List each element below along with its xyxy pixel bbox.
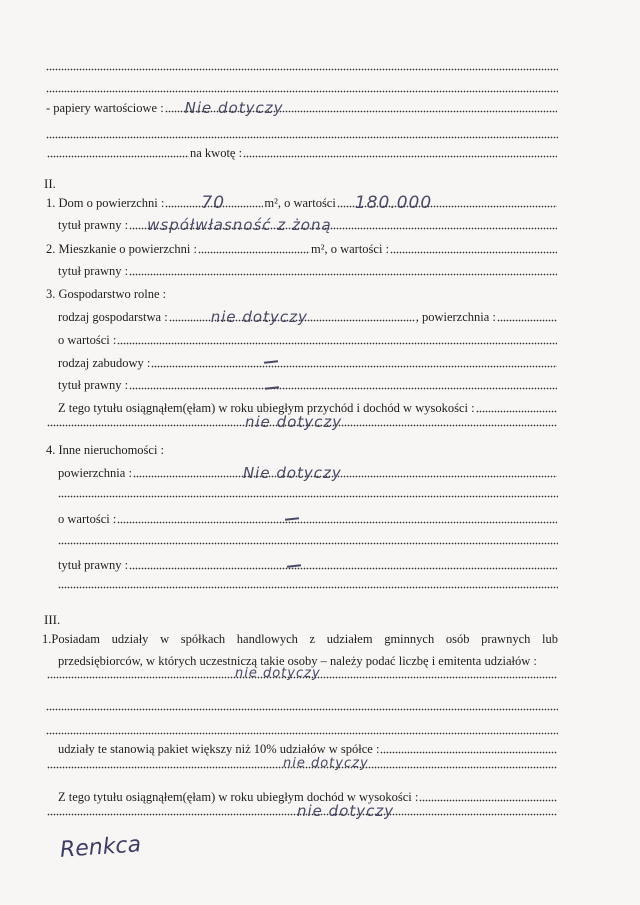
securities-row (46, 101, 558, 115)
farm-title-row (58, 378, 558, 392)
farm-title-label: tytuł prawny : (58, 378, 129, 392)
other-value-row (58, 512, 558, 526)
farm-value-label: o wartości : (58, 333, 117, 347)
house-area-value: 70 (201, 193, 226, 213)
farm-type-row (58, 310, 558, 324)
flat-title-row (58, 264, 558, 278)
other-area-row (58, 466, 558, 480)
blank-line (46, 90, 558, 93)
farm-building-row (58, 356, 558, 370)
handwritten-dash (287, 564, 301, 567)
other-heading-row (46, 443, 558, 457)
farm-type-value: nie dotyczy (210, 308, 308, 326)
farm-heading-row (46, 287, 558, 301)
blank-line (58, 542, 558, 545)
farm-label: 3. Gospodarstwo rolne : (46, 287, 167, 301)
farm-building-label: rodzaj zabudowy : (58, 356, 151, 370)
farm-income-label: Z tego tytułu osiągnąłem(ęłam) w roku ubiegłym przychód i dochód w wysokości : (58, 401, 475, 415)
house-unit-value-label: m², o wartości (264, 196, 336, 210)
blank-line (58, 586, 558, 589)
handwritten-dash (265, 386, 279, 389)
farm-value-row (58, 333, 558, 347)
blank-line (58, 495, 558, 498)
farm-area-label: , powierzchnia : (415, 310, 496, 324)
shares-pct-value-row (46, 756, 558, 771)
other-area-value: Nie dotyczy (242, 464, 342, 482)
house-label: 1. Dom o powierzchni : (46, 196, 165, 210)
flat-unit-value-label: m², o wartości : (311, 242, 390, 256)
blank-line (46, 708, 558, 711)
handwritten-dash (264, 360, 278, 363)
house-value: 180.000 (354, 193, 433, 213)
shares-answer-row (46, 666, 558, 681)
blank-line (46, 68, 558, 71)
flat-row (46, 242, 558, 256)
blank-line (46, 136, 558, 139)
securities-label: - papiery wartościowe : (46, 101, 164, 115)
house-row (46, 193, 558, 213)
shares-value: nie dotyczy (235, 666, 321, 681)
shares-pct-label: udziały te stanowią pakiet większy niż 10% udziałów w spółce : (58, 742, 380, 756)
farm-type-label: rodzaj gospodarstwa : (58, 310, 168, 324)
shares-pct-row (58, 742, 558, 756)
shares-income-label: Z tego tytułu osiągnąłem(ęłam) w roku ubiegłym dochód w wysokości : (58, 790, 419, 804)
farm-income-value: nie dotyczy (245, 413, 343, 431)
other-title-row (58, 558, 558, 572)
shares-question-line-2: przedsiębiorców, w których uczestniczą takie osoby – należy podać liczbę i emitenta udziałów : (58, 654, 537, 668)
other-label: 4. Inne nieruchomości : (46, 443, 165, 457)
section-2-heading: II. (44, 176, 56, 191)
signature: Renkca (59, 832, 142, 863)
house-title-label: tytuł prawny : (58, 218, 129, 232)
house-title-value: współwłasność z żoną (147, 216, 332, 234)
shares-income-value-row (46, 802, 558, 820)
house-title-row (58, 218, 558, 232)
securities-amount-label: na kwotę : (190, 146, 243, 160)
flat-title-label: tytuł prawny : (58, 264, 129, 278)
handwritten-dash (285, 517, 299, 520)
securities-amount-row (46, 146, 558, 160)
securities-value: Nie dotyczy (184, 99, 284, 117)
shares-question-line-1: 1.Posiadam udziały w spółkach handlowych z udziałem gminnych osób prawnych lub (42, 632, 558, 646)
flat-label: 2. Mieszkanie o powierzchni : (46, 242, 197, 256)
blank-line (46, 732, 558, 735)
shares-pct-value: nie dotyczy (283, 756, 369, 771)
other-area-label: powierzchnia : (58, 466, 132, 480)
section-3-heading: III. (44, 612, 61, 627)
farm-income-value-row (46, 413, 558, 431)
shares-income-value: nie dotyczy (297, 802, 395, 820)
other-title-label: tytuł prawny : (58, 558, 129, 572)
other-value-label: o wartości : (58, 512, 117, 526)
